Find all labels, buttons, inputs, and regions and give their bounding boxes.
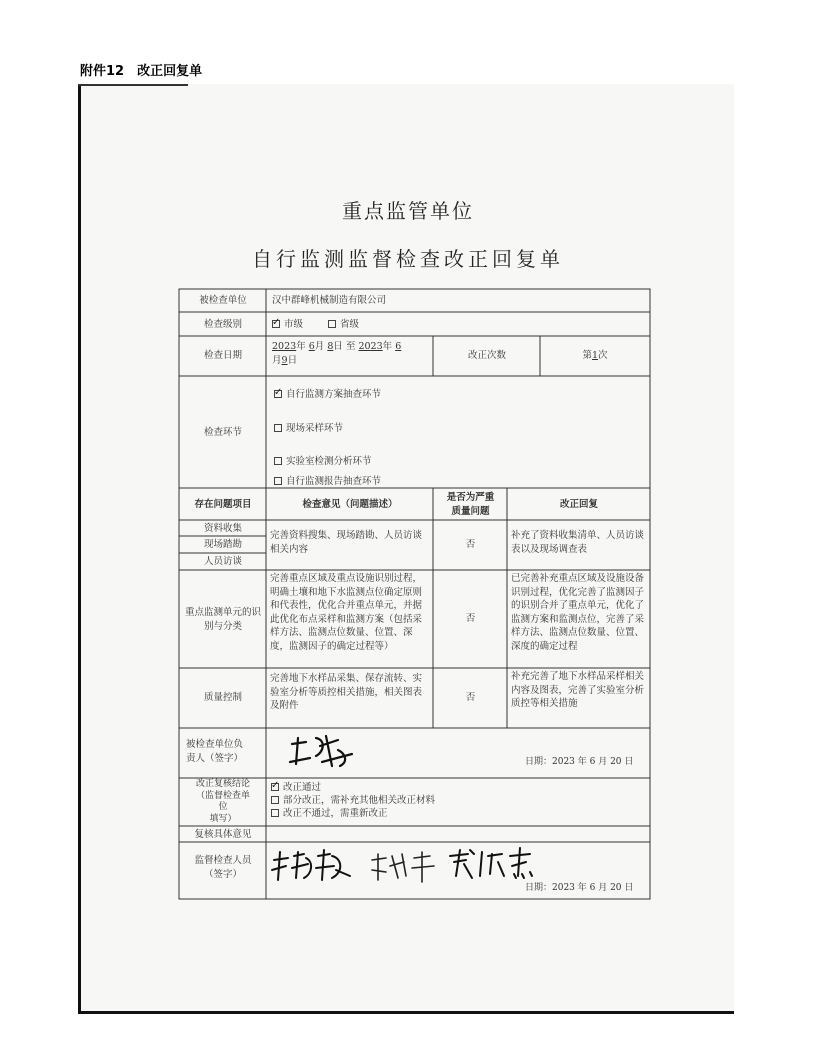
- level-label: 检查级别: [203, 319, 242, 330]
- inspector-label: 监督检查人员 （签字）: [194, 855, 252, 880]
- issue1-item-interview: 人员访谈: [203, 556, 242, 567]
- date-range: 2023年 6月 8日 至 2023年 6 月9日: [272, 341, 402, 366]
- stage-item-sampling[interactable]: 现场采样环节: [274, 422, 343, 436]
- checkbox-empty-icon: [271, 796, 279, 804]
- title-line-2: 自行监测监督检查改正回复单: [252, 247, 564, 271]
- signature-label: 被检查单位负 责人（签字）: [186, 739, 244, 764]
- count-value: 第1次: [582, 350, 608, 361]
- checkbox-checked-icon: [274, 390, 282, 398]
- stage-item-lab[interactable]: 实验室检测分析环节: [274, 455, 372, 469]
- handwritten-signature-inspector-1: [270, 848, 354, 888]
- count-label: 改正次数: [467, 350, 506, 361]
- issue2-reply: 已完善补充重点区域及设施设备识别过程，优化完善了监测因子的识别合并了重点单元，优化了监测方案和监测点位，完善了采样方法、监测点位数量、位置、深度的确定过程: [511, 573, 645, 652]
- checkbox-checked-icon: [271, 783, 279, 791]
- issue1-opinion: 完善资料搜集、现场踏勘、人员访谈相关内容: [270, 530, 423, 555]
- stage-label: 检查环节: [203, 427, 242, 438]
- unit-label: 被检查单位: [199, 295, 247, 306]
- checkbox-checked-icon: [272, 320, 280, 328]
- checkbox-empty-icon: [328, 320, 336, 328]
- level-option-province[interactable]: 省级: [328, 318, 359, 332]
- col-header-reply: 改正回复: [559, 499, 598, 510]
- stage-item-report[interactable]: 自行监测报告抽查环节: [274, 475, 381, 489]
- inspector-date: 日期：2023 年 6 月 20 日: [525, 883, 634, 893]
- issue1-item-site: 现场踏勘: [203, 539, 242, 550]
- issue3-serious: 否: [465, 692, 476, 703]
- signature-date: 日期：2023 年 6 月 20 日: [525, 757, 634, 767]
- checkbox-empty-icon: [274, 424, 282, 432]
- checkbox-empty-icon: [274, 457, 282, 465]
- review-label: 复核具体意见: [194, 829, 252, 840]
- correction-form-table: [178, 288, 651, 900]
- checkbox-empty-icon: [274, 477, 282, 485]
- issue1-reply: 补充了资料收集清单、人员访谈表以及现场调查表: [511, 530, 645, 555]
- handwritten-signature-inspector-2: [368, 850, 440, 888]
- level-option-city[interactable]: ✓ 市级: [272, 318, 303, 332]
- date-label: 检查日期: [203, 350, 242, 361]
- handwritten-signature-1: [286, 732, 356, 776]
- handwritten-signature-inspector-3: [446, 846, 536, 886]
- conclusion-option-partial[interactable]: 部分改正，需补充其他相关改正材料: [271, 794, 435, 808]
- document-header: 附件12 改正回复单: [80, 64, 203, 79]
- unit-value: 汉中群峰机械制造有限公司: [272, 295, 387, 306]
- issue3-opinion: 完善地下水样品采集、保存流转、实验室分析等质控相关措施，相关图表及附件: [270, 673, 423, 711]
- conclusion-label: 改正复核结论 （监督检查单 位 填写）: [195, 779, 250, 824]
- checkbox-empty-icon: [271, 809, 279, 817]
- col-header-serious: 是否为严重 质量问题: [446, 492, 495, 517]
- col-header-item: 存在问题项目: [194, 499, 252, 510]
- stage-item-plan[interactable]: ✓自行监测方案抽查环节: [274, 388, 381, 402]
- issue2-item: 重点监测单元的识别与分类: [184, 607, 261, 632]
- title-line-1: 重点监管单位: [342, 199, 474, 223]
- col-header-opinion: 检查意见（问题描述）: [302, 499, 398, 510]
- issue3-item: 质量控制: [203, 692, 242, 703]
- conclusion-option-pass[interactable]: ✓改正通过: [271, 781, 321, 795]
- issue1-serious: 否: [465, 539, 476, 550]
- issue2-serious: 否: [465, 613, 476, 624]
- scan-edge-line: [78, 84, 188, 86]
- issue3-reply: 补充完善了地下水样品采样相关内容及图表，完善了实验室分析质控等相关措施: [511, 671, 645, 709]
- issue1-item-data: 资料收集: [203, 523, 242, 534]
- issue2-opinion: 完善重点区域及重点设施识别过程，明确土壤和地下水监测点位确定原则和代表性，优化合并重点单元，并据此优化布点采样和监测方案（包括采样方法、监测点位数量、位置、深度，监测因子的确定过程等）: [270, 573, 423, 652]
- conclusion-option-fail[interactable]: 改正不通过，需重新改正: [271, 807, 388, 821]
